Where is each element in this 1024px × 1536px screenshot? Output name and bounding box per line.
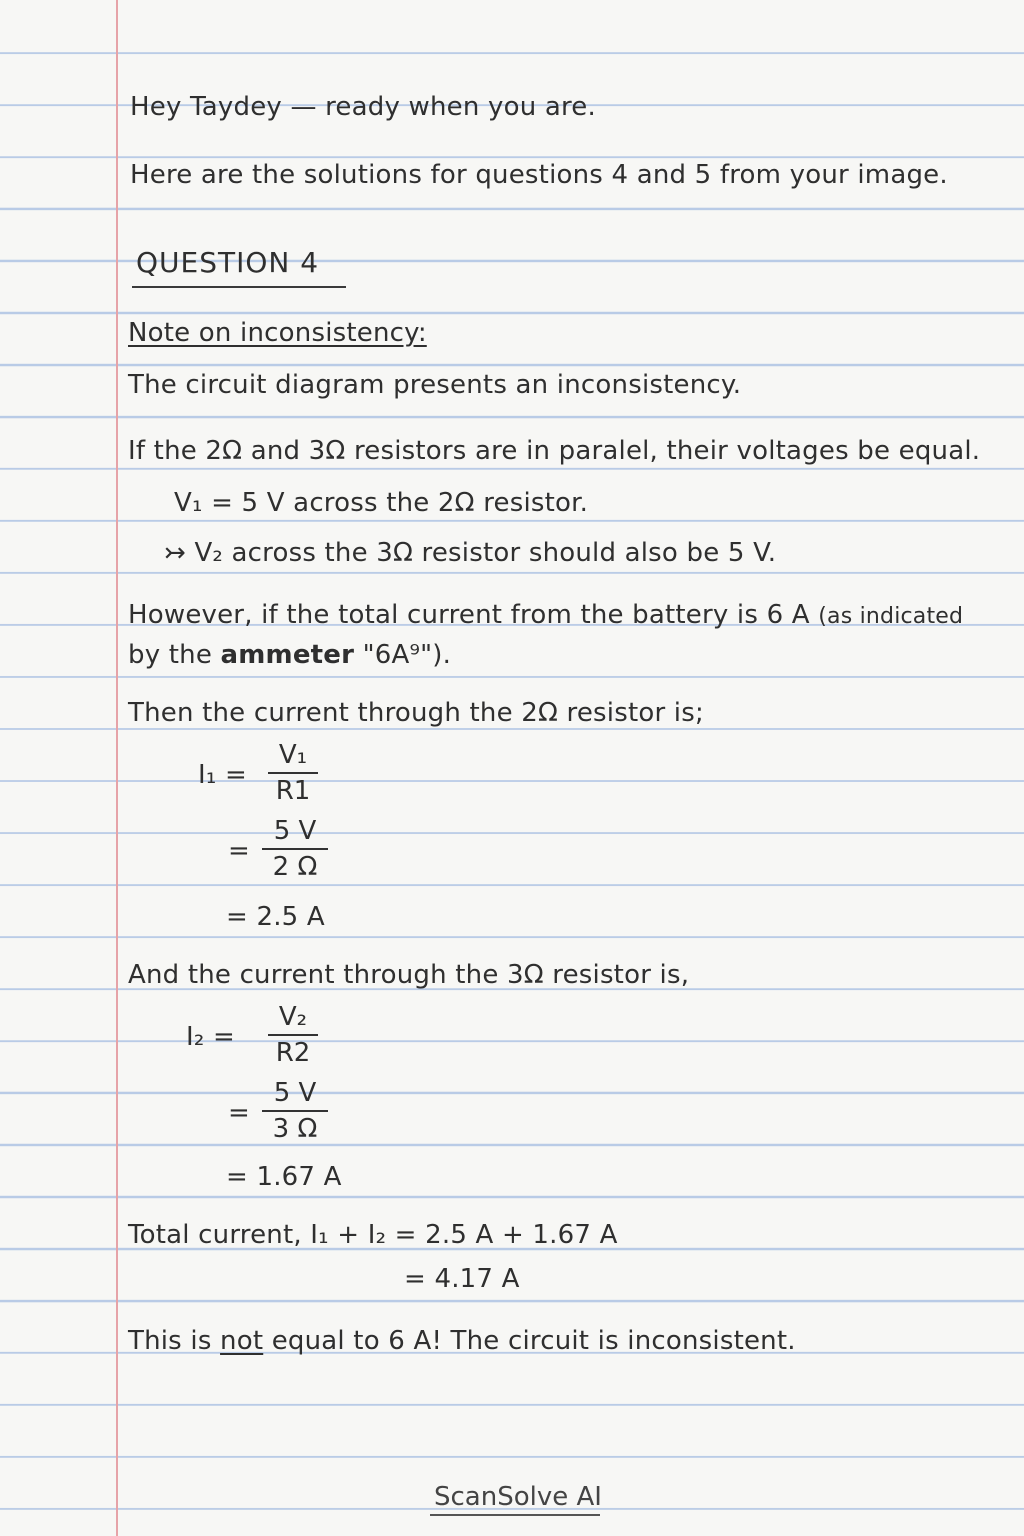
eq1-numerator: V₁: [278, 740, 308, 770]
eq1-lhs: I₁ =: [198, 760, 247, 790]
eq2-sub-fraction-bar: [262, 1110, 328, 1112]
p3-text-f: "6A⁹").: [362, 640, 452, 670]
eq1-sub-fraction-bar: [262, 848, 328, 850]
paragraph-3-line-2: [128, 640, 451, 670]
conclusion-text-b: equal to 6 A! The circuit is inconsistent.: [271, 1326, 796, 1356]
eq2-sub-equals: =: [228, 1098, 250, 1128]
footer-brand: ScanSolve AI: [434, 1482, 602, 1512]
total-current-line: Total current, I₁ + I₂ = 2.5 A + 1.67 A: [128, 1220, 618, 1250]
footer-underline: [430, 1514, 600, 1516]
eq2-sub-numerator: 5 V: [273, 1078, 317, 1108]
eq2-sub-fraction: [262, 1078, 328, 1144]
p3-text-a: However, if the total current from the battery is: [128, 600, 759, 630]
eq2-lhs: I₂ =: [186, 1022, 235, 1052]
conclusion-line: [128, 1326, 796, 1356]
conclusion-text-a: This is: [128, 1326, 212, 1356]
eq1-denominator: R1: [275, 776, 311, 806]
paragraph-5: And the current through the 3Ω resistor is,: [128, 960, 690, 990]
p3-text-c: (as indicated: [818, 604, 964, 629]
eq1-sub-equals: =: [228, 836, 250, 866]
p3-text-d: by the: [128, 640, 213, 670]
paragraph-3-line-1: [128, 600, 963, 632]
eq1-sub-denominator: 2 Ω: [272, 852, 318, 882]
eq2-result: = 1.67 A: [226, 1162, 342, 1192]
question-4-heading: QUESTION 4: [136, 246, 320, 279]
p3-current-value: 6 A: [766, 600, 810, 630]
eq1-fraction-bar: [268, 772, 318, 774]
conclusion-not: not: [220, 1326, 264, 1356]
eq2-fraction: [268, 1002, 318, 1068]
paragraph-2: If the 2Ω and 3Ω resistors are in paralel, their voltages be equal.: [128, 436, 981, 466]
p3-ammeter: ammeter: [220, 640, 355, 670]
paragraph-4: Then the current through the 2Ω resistor is;: [128, 698, 704, 728]
subtitle-line: Here are the solutions for questions 4 and 5 from your image.: [130, 160, 948, 190]
eq1-sub-fraction: [262, 816, 328, 882]
heading-underline: [132, 286, 346, 288]
paragraph-1: The circuit diagram presents an inconsistency.: [128, 370, 742, 400]
eq2-sub-denominator: 3 Ω: [272, 1114, 318, 1144]
eq1-fraction: [268, 740, 318, 806]
eq1-result: = 2.5 A: [226, 902, 325, 932]
eq1-sub-numerator: 5 V: [273, 816, 317, 846]
note-title: Note on inconsistency:: [128, 318, 427, 348]
v1-line: V₁ = 5 V across the 2Ω resistor.: [174, 488, 589, 518]
total-current-result: = 4.17 A: [404, 1264, 520, 1294]
eq2-denominator: R2: [275, 1038, 311, 1068]
eq2-numerator: V₂: [278, 1002, 308, 1032]
eq2-fraction-bar: [268, 1034, 318, 1036]
greeting-line: Hey Taydey — ready when you are.: [130, 92, 596, 122]
v2-line: ↣ V₂ across the 3Ω resistor should also be 5 V.: [164, 538, 777, 568]
